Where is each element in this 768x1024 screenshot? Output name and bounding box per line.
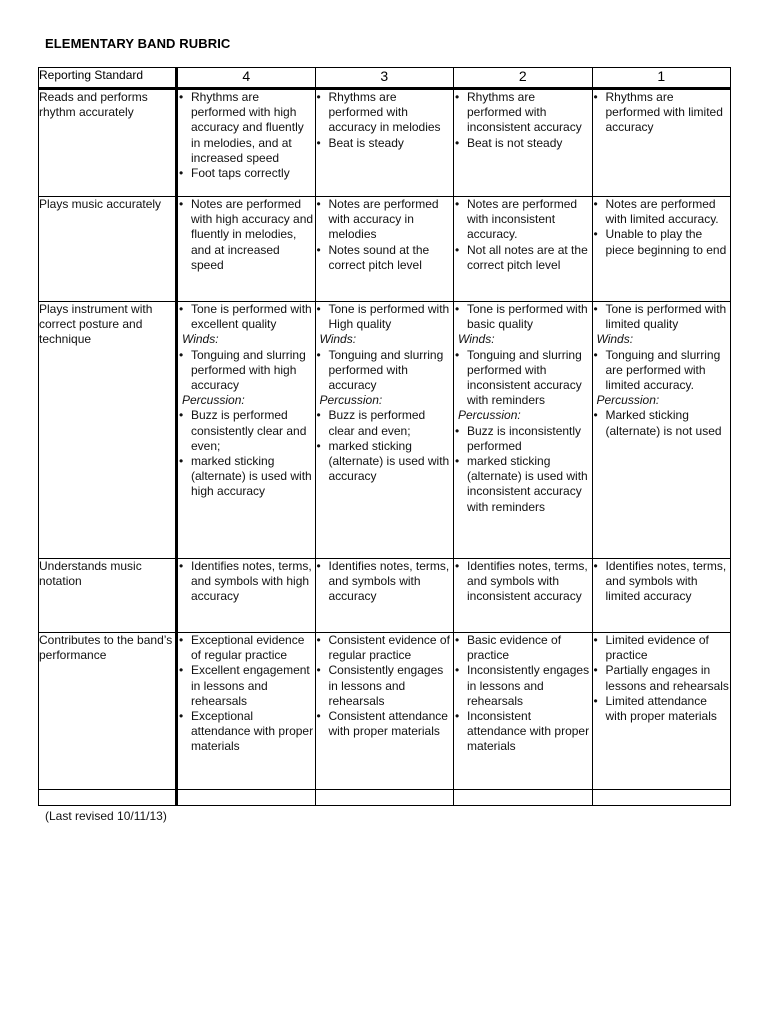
criteria-bullet: • Buzz is performed clear and even;	[316, 408, 454, 438]
empty-cell	[39, 790, 177, 806]
criteria-cell	[592, 89, 731, 197]
criteria-bullet: • Rhythms are performed with high accuracy and fluently in melodies, and at increased speed	[178, 90, 315, 166]
document-title: ELEMENTARY BAND RUBRIC	[45, 36, 231, 51]
table-row	[39, 302, 731, 559]
criteria-cell	[592, 302, 731, 559]
criteria-bullet: • Tone is performed with High quality	[316, 302, 454, 332]
criteria-bullet: • Unable to play the piece beginning to end	[593, 227, 731, 257]
criteria-cell	[177, 197, 316, 302]
criteria-bullet: • Buzz is inconsistently performed	[454, 424, 592, 454]
criteria-bullet: • Exceptional attendance with proper materials	[178, 709, 315, 755]
criteria-cell	[177, 633, 316, 790]
rubric-table	[38, 67, 731, 806]
criteria-bullet: • Marked sticking (alternate) is not used	[593, 408, 731, 438]
criteria-cell	[177, 89, 316, 197]
criteria-cell	[315, 559, 454, 633]
criteria-bullet: • Partially engages in lessons and rehearsals	[593, 663, 731, 693]
criteria-cell	[454, 302, 593, 559]
revision-note: (Last revised 10/11/13)	[45, 809, 167, 823]
criteria-cell	[592, 633, 731, 790]
criteria-bullet: • Tone is performed with excellent quality	[178, 302, 315, 332]
criteria-cell	[315, 197, 454, 302]
criteria-bullet: • Tonguing and slurring performed with accuracy	[316, 348, 454, 394]
criteria-cell	[454, 633, 593, 790]
instrument-label: Percussion:	[319, 393, 383, 408]
empty-cell	[177, 790, 316, 806]
empty-cell	[592, 790, 731, 806]
header-row	[39, 68, 731, 89]
criteria-bullet: • Basic evidence of practice	[454, 633, 592, 663]
criteria-cell	[454, 197, 593, 302]
criteria-bullet: • Foot taps correctly	[178, 166, 315, 181]
criteria-bullet: • Buzz is performed consistently clear and even;	[178, 408, 315, 454]
criteria-bullet: • Tone is performed with basic quality	[454, 302, 592, 332]
criteria-bullet: • Tonguing and slurring performed with high accuracy	[178, 348, 315, 394]
criteria-bullet: • Notes are performed with accuracy in melodies	[316, 197, 454, 243]
header-score-2: 2	[454, 68, 593, 89]
header-score-1: 1	[592, 68, 731, 89]
criteria-bullet: • Tonguing and slurring performed with inconsistent accuracy with reminders	[454, 348, 592, 409]
empty-cell	[315, 790, 454, 806]
criteria-bullet: • Limited attendance with proper materials	[593, 694, 731, 724]
standard-cell: Understands music notation	[39, 559, 177, 633]
instrument-label: Percussion:	[596, 393, 660, 408]
criteria-bullet: • Inconsistent attendance with proper materials	[454, 709, 592, 755]
criteria-cell	[592, 559, 731, 633]
criteria-bullet: • marked sticking (alternate) is used with high accuracy	[178, 454, 315, 500]
instrument-label: Winds:	[596, 332, 634, 347]
standard-cell: Plays instrument with correct posture and technique	[39, 302, 177, 559]
criteria-cell	[315, 89, 454, 197]
criteria-cell	[177, 559, 316, 633]
empty-cell	[454, 790, 593, 806]
criteria-bullet: • Identifies notes, terms, and symbols with inconsistent accuracy	[454, 559, 592, 605]
criteria-bullet: • Identifies notes, terms, and symbols with high accuracy	[178, 559, 315, 605]
criteria-bullet: • Consistent attendance with proper materials	[316, 709, 454, 739]
criteria-bullet: • Beat is not steady	[454, 136, 592, 151]
criteria-bullet: • Rhythms are performed with inconsistent accuracy	[454, 90, 592, 136]
criteria-bullet: • Beat is steady	[316, 136, 454, 151]
criteria-cell	[454, 89, 593, 197]
table-row	[39, 633, 731, 790]
header-score-3: 3	[315, 68, 454, 89]
table-row	[39, 89, 731, 197]
instrument-label: Winds:	[182, 332, 219, 347]
criteria-bullet: • Identifies notes, terms, and symbols with accuracy	[316, 559, 454, 605]
criteria-cell	[592, 197, 731, 302]
instrument-label: Percussion:	[458, 408, 521, 423]
criteria-bullet: • Notes sound at the correct pitch level	[316, 243, 454, 273]
criteria-cell	[177, 302, 316, 559]
criteria-bullet: • Tonguing and slurring are performed with limited accuracy.	[593, 348, 731, 394]
criteria-bullet: • marked sticking (alternate) is used with inconsistent accuracy with reminders	[454, 454, 592, 515]
criteria-bullet: • Rhythms are performed with limited accuracy	[593, 90, 731, 136]
criteria-bullet: • Inconsistently engages in lessons and rehearsals	[454, 663, 592, 709]
criteria-bullet: • Notes are performed with inconsistent accuracy.	[454, 197, 592, 243]
criteria-bullet: • Consistently engages in lessons and rehearsals	[316, 663, 454, 709]
instrument-label: Winds:	[458, 332, 495, 347]
criteria-bullet: • Exceptional evidence of regular practice	[178, 633, 315, 663]
criteria-bullet: • Tone is performed with limited quality	[593, 302, 731, 332]
empty-row	[39, 790, 731, 806]
standard-cell: Contributes to the band’s performance	[39, 633, 177, 790]
criteria-bullet: • Limited evidence of practice	[593, 633, 731, 663]
criteria-bullet: • Identifies notes, terms, and symbols with limited accuracy	[593, 559, 731, 605]
criteria-bullet: • marked sticking (alternate) is used with accuracy	[316, 439, 454, 485]
criteria-bullet: • Notes are performed with limited accuracy.	[593, 197, 731, 227]
criteria-cell	[315, 302, 454, 559]
header-score-4: 4	[177, 68, 316, 89]
criteria-cell	[454, 559, 593, 633]
standard-cell: Plays music accurately	[39, 197, 177, 302]
table-row	[39, 197, 731, 302]
instrument-label: Winds:	[319, 332, 357, 347]
standard-cell: Reads and performs rhythm accurately	[39, 89, 177, 197]
criteria-bullet: • Consistent evidence of regular practice	[316, 633, 454, 663]
criteria-bullet: • Excellent engagement in lessons and rehearsals	[178, 663, 315, 709]
criteria-bullet: • Rhythms are performed with accuracy in melodies	[316, 90, 454, 136]
criteria-bullet: • Not all notes are at the correct pitch level	[454, 243, 592, 273]
header-reporting-standard: Reporting Standard	[39, 68, 177, 89]
table-row	[39, 559, 731, 633]
criteria-bullet: • Notes are performed with high accuracy and fluently in melodies, and at increased speed	[178, 197, 315, 273]
instrument-label: Percussion:	[182, 393, 245, 408]
criteria-cell	[315, 633, 454, 790]
